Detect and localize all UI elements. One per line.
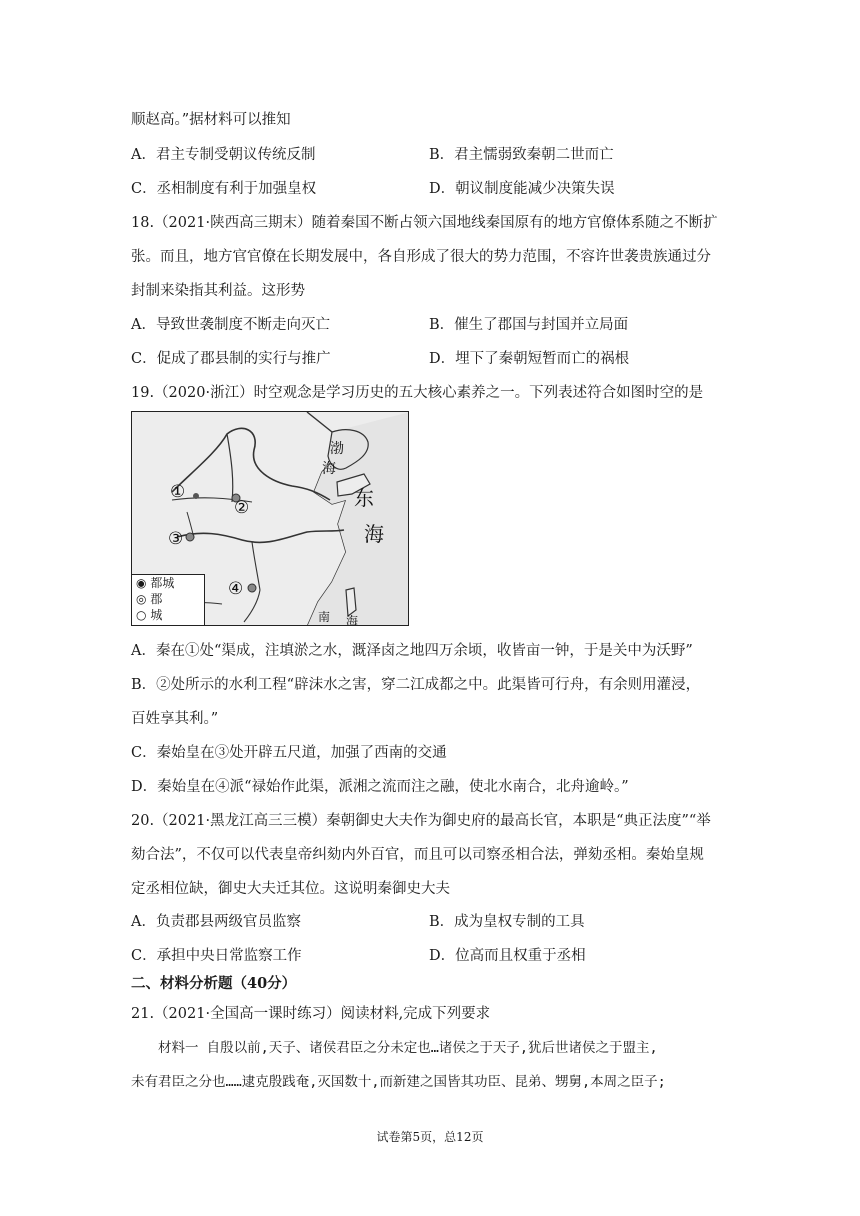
q17-option-c[interactable]: C．丞相制度有利于加强皇权 (131, 181, 317, 197)
q18-option-b[interactable]: B．催生了郡国与封国并立局面 (429, 317, 629, 333)
q19-stem: 19.（2020·浙江）时空观念是学习历史的五大核心素养之一。下列表述符合如图时空的是 (131, 385, 704, 401)
q18-option-c[interactable]: C．促成了郡县制的实行与推广 (131, 351, 331, 367)
q20-stem-line-2: 劾合法”，不仅可以代表皇帝纠劾内外百官，而且可以司察丞相合法，弹劾丞相。秦始皇规 (131, 847, 704, 863)
q17-option-b[interactable]: B．君主懦弱致秦朝二世而亡 (429, 147, 614, 163)
q18-stem-line-2: 张。而且，地方官官僚在长期发展中，各自形成了很大的势力范围，不容许世袭贵族通过分 (131, 249, 711, 265)
sea-label-east-2: 海 (364, 522, 384, 546)
sea-label-south-1: 南 (318, 610, 331, 624)
q21-stem: 21.（2021·全国高一课时练习）阅读材料,完成下列要求 (131, 1006, 491, 1022)
q17-option-a[interactable]: A．君主专制受朝议传统反制 (131, 147, 316, 163)
map-marker-1: ① (170, 482, 186, 502)
legend-commandery: ◎ 郡 (136, 592, 163, 606)
q18-option-a[interactable]: A．导致世袭制度不断走向灭亡 (131, 317, 330, 333)
q19-option-d[interactable]: D．秦始皇在④派“禄始作此渠，派湘之流而注之融，使北水南合，北舟逾岭。” (131, 779, 629, 795)
city-symbol-icon: ○ (136, 608, 147, 622)
section-heading: 二、材料分析题（40分） (131, 975, 297, 992)
qin-map-figure (131, 411, 409, 626)
q18-option-d[interactable]: D．埋下了秦朝短暂而亡的祸根 (429, 351, 630, 367)
q20-option-c[interactable]: C．承担中央日常监察工作 (131, 948, 302, 964)
q21-material-line-1: 材料一 自殷以前,天子、诸侯君臣之分未定也…诸侯之于天子,犹后世诸侯之于盟主, (158, 1040, 658, 1056)
q17-stem-continuation: 顺赵高。”据材料可以推知 (131, 112, 291, 128)
map-marker-2: ② (234, 498, 250, 518)
q20-option-a[interactable]: A．负责郡县两级官员监察 (131, 914, 301, 930)
q20-stem-line-3: 定丞相位缺，御史大夫迁其位。这说明秦御史大夫 (131, 881, 450, 897)
legend-city: ○ 城 (136, 608, 163, 622)
q19-option-a[interactable]: A．秦在①处“渠成，注填淤之水，溉泽卤之地四万余顷，收皆亩一钟，于是关中为沃野” (131, 643, 693, 659)
q20-option-d[interactable]: D．位高而且权重于丞相 (429, 948, 586, 964)
q18-stem-line-3: 封制来染指其利益。这形势 (131, 283, 305, 299)
q20-stem-line-1: 20.（2021·黑龙江高三三模）秦朝御史大夫作为御史府的最高长官，本职是“典正法度”“举 (131, 813, 711, 829)
commandery-symbol-icon: ◎ (136, 592, 147, 606)
map-legend (132, 574, 205, 626)
map-marker-4: ④ (228, 579, 244, 599)
q19-option-c[interactable]: C．秦始皇在③处开辟五尺道，加强了西南的交通 (131, 745, 447, 761)
map-marker-3: ③ (168, 529, 184, 549)
q19-option-b[interactable]: B．②处所示的水利工程“辟沫水之害，穿二江成都之中。此渠皆可行舟，有余则用灌浸， (131, 677, 701, 693)
sea-label-south-2: 海 (346, 614, 359, 626)
sea-label-bohai-1: 渤 (330, 441, 344, 457)
sea-label-bohai-2: 海 (322, 461, 336, 477)
q17-option-d[interactable]: D．朝议制度能减少决策失误 (429, 181, 615, 197)
q18-stem-line-1: 18.（2021·陕西高三期末）随着秦国不断占领六国地线秦国原有的地方官僚体系随之不断扩 (131, 215, 718, 231)
q19-option-b-continuation: 百姓享其利。” (131, 711, 219, 727)
legend-capital: ◉ 都城 (136, 576, 175, 590)
sea-label-east-1: 东 (354, 486, 374, 510)
page-footer: 试卷第5页，总12页 (376, 1130, 484, 1144)
q21-material-line-2: 未有君臣之分也……逮克殷践奄,灭国数十,而新建之国皆其功臣、昆弟、甥舅,本周之臣子; (131, 1074, 666, 1090)
capital-symbol-icon: ◉ (136, 576, 147, 590)
q20-option-b[interactable]: B．成为皇权专制的工具 (429, 914, 585, 930)
